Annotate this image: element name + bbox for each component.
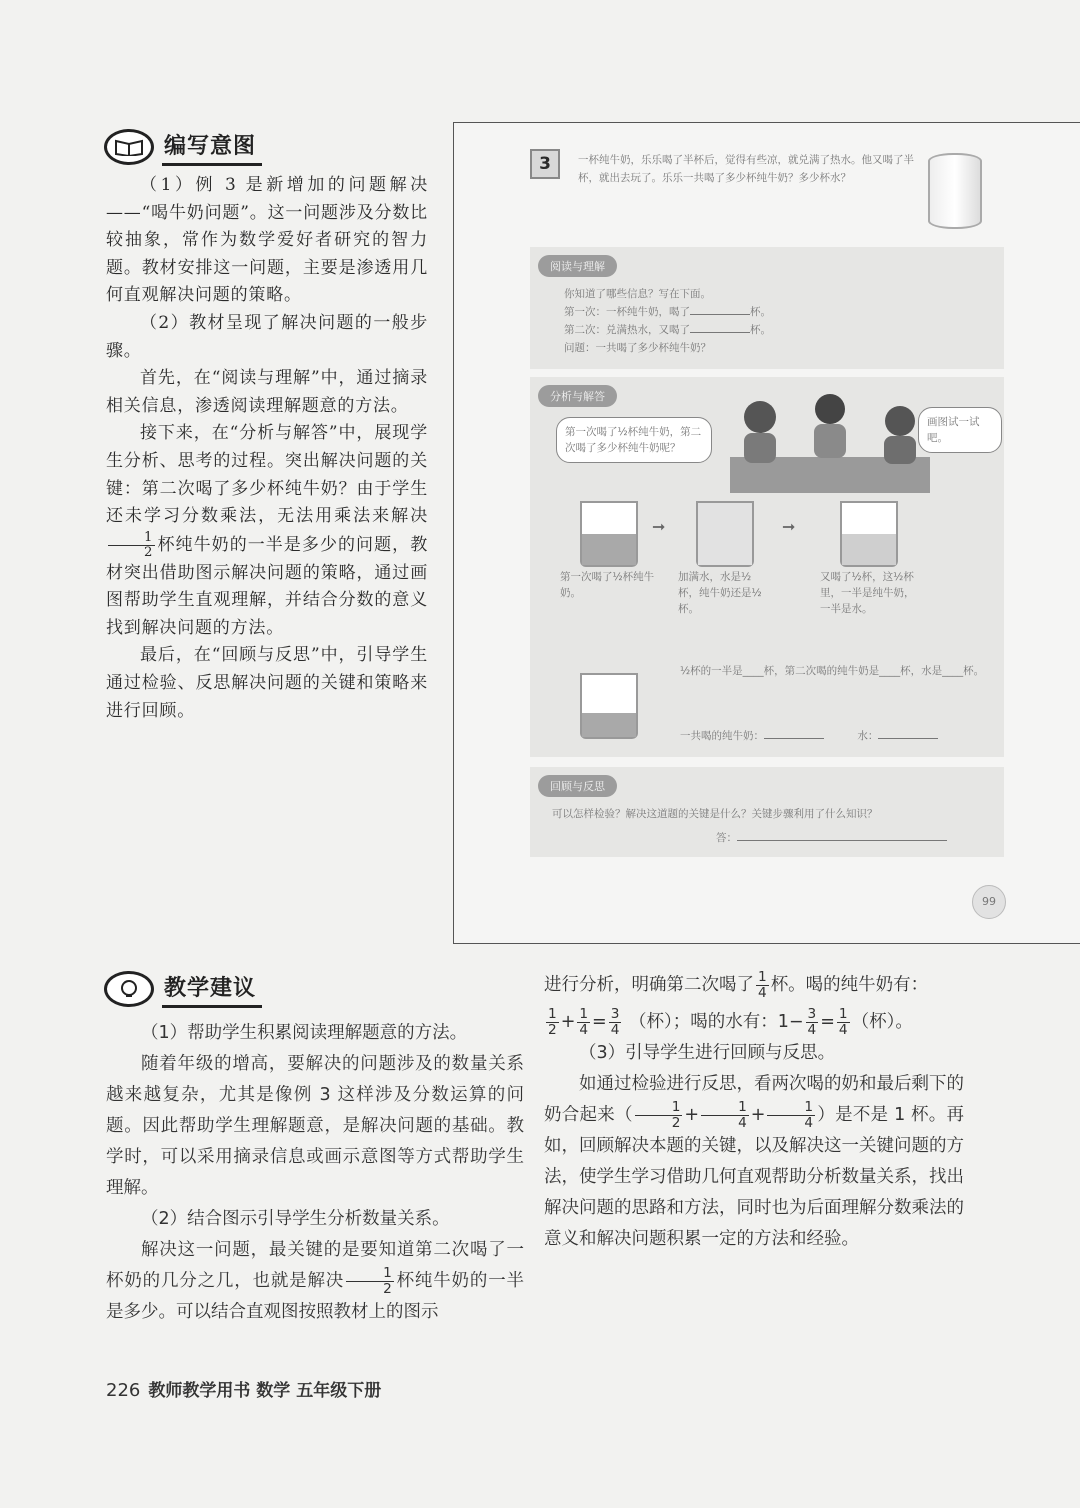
step1-text: 第一次喝了½杯纯牛奶。: [560, 571, 655, 599]
book-icon: [104, 129, 154, 165]
speech-bubble-left: 第一次喝了½杯纯牛奶，第二次喝了多少杯纯牛奶呢？: [556, 417, 712, 463]
fraction: [767, 1100, 815, 1130]
numerator: 1: [579, 1006, 589, 1023]
denominator: 4: [758, 984, 767, 1001]
text-run: 接下来，在“分析与解答”中，展现学生分析、思考的过程。突出解决问题的关键：第二次喝了多少杯纯牛奶？由于学生还未学习分数乘法，无法用乘法来解决: [106, 423, 428, 527]
operator: +: [560, 1012, 576, 1032]
fraction: [577, 1007, 590, 1037]
paragraph: （2）教材呈现了解决问题的一般步骤。: [106, 312, 428, 361]
paragraph: 首先，在“阅读与理解”中，通过摘录相关信息，渗透阅读理解题意的方法。: [106, 368, 428, 416]
paragraph: 最后，在“回顾与反思”中，引导学生通过检验、反思解决问题的关键和策略来进行回顾。: [106, 645, 428, 721]
review-panel: [530, 767, 1004, 857]
paragraph: （1）例 3 是新增加的问题解决——“喝牛奶问题”。这一问题涉及分数比较抽象，常作为数学爱好者研究的智力题。教材安排这一问题，主要是渗透用几何直观解决问题的策略。: [106, 175, 428, 306]
suggestions-left-column: [106, 1018, 524, 1328]
arrow-icon: ➞: [782, 517, 796, 536]
answer-blank[interactable]: [878, 728, 938, 739]
answer-line: [716, 829, 947, 847]
denominator: 2: [144, 544, 154, 560]
fraction: [701, 1100, 749, 1130]
numerator: 1: [701, 1100, 749, 1115]
speech-bubble-right: 画图试一试吧。: [918, 407, 1002, 453]
numerator: 1: [767, 1100, 815, 1115]
page-number: 226: [106, 1380, 141, 1401]
answer-blank[interactable]: [690, 322, 750, 333]
example-number: 3: [530, 149, 560, 179]
text-run: ）是不是 1 杯。再如，回顾解决本题的关键，以及解决这一关键问题的方法，使学生学习借助几何直观帮助分析数量关系，找出解决问题的思路和方法，同时也为后面理解分数乘法的意义和解决问题积累一定的方法和经验。: [544, 1105, 965, 1249]
operator: =: [820, 1012, 835, 1032]
label: 第一次：一杯纯牛奶，喝了: [564, 306, 690, 318]
fraction: [108, 531, 155, 560]
textbook-page-number: 99: [972, 885, 1006, 919]
denominator: 2: [671, 1114, 681, 1131]
operator: +: [750, 1105, 766, 1125]
cup-diagram-step1: [580, 501, 638, 567]
denominator: 4: [610, 1021, 620, 1038]
text-run: 杯纯牛奶的一半是多少。可以结合直观图按照教材上的图示: [106, 1271, 525, 1322]
text-run: 解决这一问题，最关键的是要知道第二次喝了一杯奶的几分之几，也就是解决: [106, 1240, 524, 1291]
cup-diagram-step3: [840, 501, 898, 567]
numerator: 1: [548, 1006, 557, 1023]
paragraph: （3）引导学生进行回顾与反思。: [579, 1043, 836, 1063]
fraction: [756, 970, 769, 1000]
paragraph: （1）帮助学生积累阅读理解题意的方法。: [141, 1023, 468, 1043]
students-illustration: [710, 387, 950, 497]
label: 水：: [857, 730, 879, 742]
review-label: 回顾与反思: [538, 775, 617, 797]
unit: 杯。: [750, 306, 771, 318]
footer: [106, 1376, 381, 1401]
milk-cup-illustration: [928, 153, 982, 229]
section-title: 编写意图: [162, 128, 262, 166]
fraction: [806, 1007, 819, 1037]
paragraph: [106, 1235, 524, 1328]
answer-blank[interactable]: [690, 304, 750, 315]
paragraph: [106, 420, 428, 642]
fraction: [609, 1007, 622, 1037]
label: 第二次：兑满热水，又喝了: [564, 324, 690, 336]
paragraph: 随着年级的增高，要解决的问题涉及的数量关系越来越复杂，尤其是像例 3 这样涉及分数运算的问题。因此帮助学生理解题意，是解决问题的基础。教学时，可以采用摘录信息或画示意图等方式帮助学生理解。: [106, 1054, 524, 1198]
paragraph: （2）结合图示引导学生分析数量关系。: [141, 1209, 450, 1229]
denominator: 4: [804, 1114, 814, 1131]
section-title: 教学建议: [162, 970, 262, 1008]
answer-blank[interactable]: [764, 728, 824, 739]
section-header-intent: [104, 128, 262, 166]
analyze-panel: [530, 377, 1004, 757]
text-run: （杯）；喝的水有：1−: [628, 1012, 804, 1032]
text-run: 进行分析，明确第二次喝了: [544, 975, 754, 995]
read-line: 你知道了哪些信息？写在下面。: [564, 288, 711, 300]
fill-line-1: ½杯的一半是____杯，第二次喝的纯牛奶是____杯，水是____杯。: [680, 665, 985, 677]
numerator: 3: [807, 1006, 817, 1023]
cup-diagram-step2: [696, 501, 754, 567]
numerator: 3: [610, 1006, 620, 1023]
answer-blank[interactable]: [737, 830, 947, 841]
fill-line-2: [680, 727, 1000, 745]
paragraph: [544, 1069, 964, 1255]
label: 答：: [716, 832, 737, 844]
textbook-page: [453, 122, 1080, 944]
book-title: 教师教学用书 数学 五年级下册: [148, 1381, 382, 1401]
section-header-suggestions: [104, 970, 262, 1008]
text-run: （杯）。: [851, 1012, 913, 1032]
text-run: 杯纯牛奶的一半是多少的问题，教材突出借助图示解决问题的策略，通过画图帮助学生直观理解，并结合分数的意义找到解决问题的方法。: [106, 534, 428, 638]
denominator: 4: [579, 1021, 589, 1038]
problem-text: 一杯纯牛奶，乐乐喝了半杯后，觉得有些凉，就兑满了热水。他又喝了半杯，就出去玩了。乐乐一共喝了多少杯纯牛奶？多少杯水？: [578, 154, 914, 184]
label: 一共喝的纯牛奶：: [680, 730, 764, 742]
operator: +: [684, 1105, 700, 1125]
numerator: 1: [346, 1266, 394, 1281]
step3-text: 又喝了½杯，这½杯里，一半是纯牛奶，一半是水。: [820, 571, 915, 615]
read-line-second: [564, 321, 771, 339]
numerator: 1: [108, 531, 155, 546]
read-line: 问题：一共喝了多少杯纯牛奶？: [564, 342, 711, 354]
numerator: 1: [758, 969, 767, 986]
fraction: [837, 1007, 850, 1037]
step2-text: 加满水，水是½杯，纯牛奶还是½杯。: [678, 571, 762, 615]
lightbulb-icon: [104, 971, 154, 1007]
read-label: 阅读与理解: [538, 255, 617, 277]
read-line-first: [564, 303, 771, 321]
numerator: 1: [635, 1100, 683, 1115]
fraction: [635, 1100, 683, 1130]
intent-text: [106, 172, 428, 725]
unit: 杯。: [750, 324, 771, 336]
arrow-icon: ➞: [652, 517, 666, 536]
suggestions-right-column: [544, 970, 964, 1255]
paragraph: [544, 970, 964, 1001]
denominator: 4: [838, 1021, 848, 1038]
equation-line: [544, 1007, 964, 1038]
denominator: 2: [548, 1021, 557, 1038]
fraction: [346, 1266, 394, 1296]
text-run: 杯。喝的纯牛奶有：: [770, 975, 929, 995]
review-question: 可以怎样检验？解决这道题的关键是什么？关键步骤利用了什么知识？: [552, 808, 878, 820]
read-panel: [530, 247, 1004, 369]
denominator: 4: [807, 1021, 817, 1038]
cup-diagram-analysis: [580, 673, 638, 739]
denominator: 4: [738, 1114, 747, 1131]
analyze-label: 分析与解答: [538, 385, 617, 407]
numerator: 1: [838, 1006, 848, 1023]
text-run: 如通过检验进行反思，看两次喝的奶和最后剩下的奶合起来（: [544, 1074, 964, 1125]
operator: =: [592, 1012, 607, 1032]
fraction: [546, 1007, 559, 1037]
denominator: 2: [383, 1280, 392, 1297]
